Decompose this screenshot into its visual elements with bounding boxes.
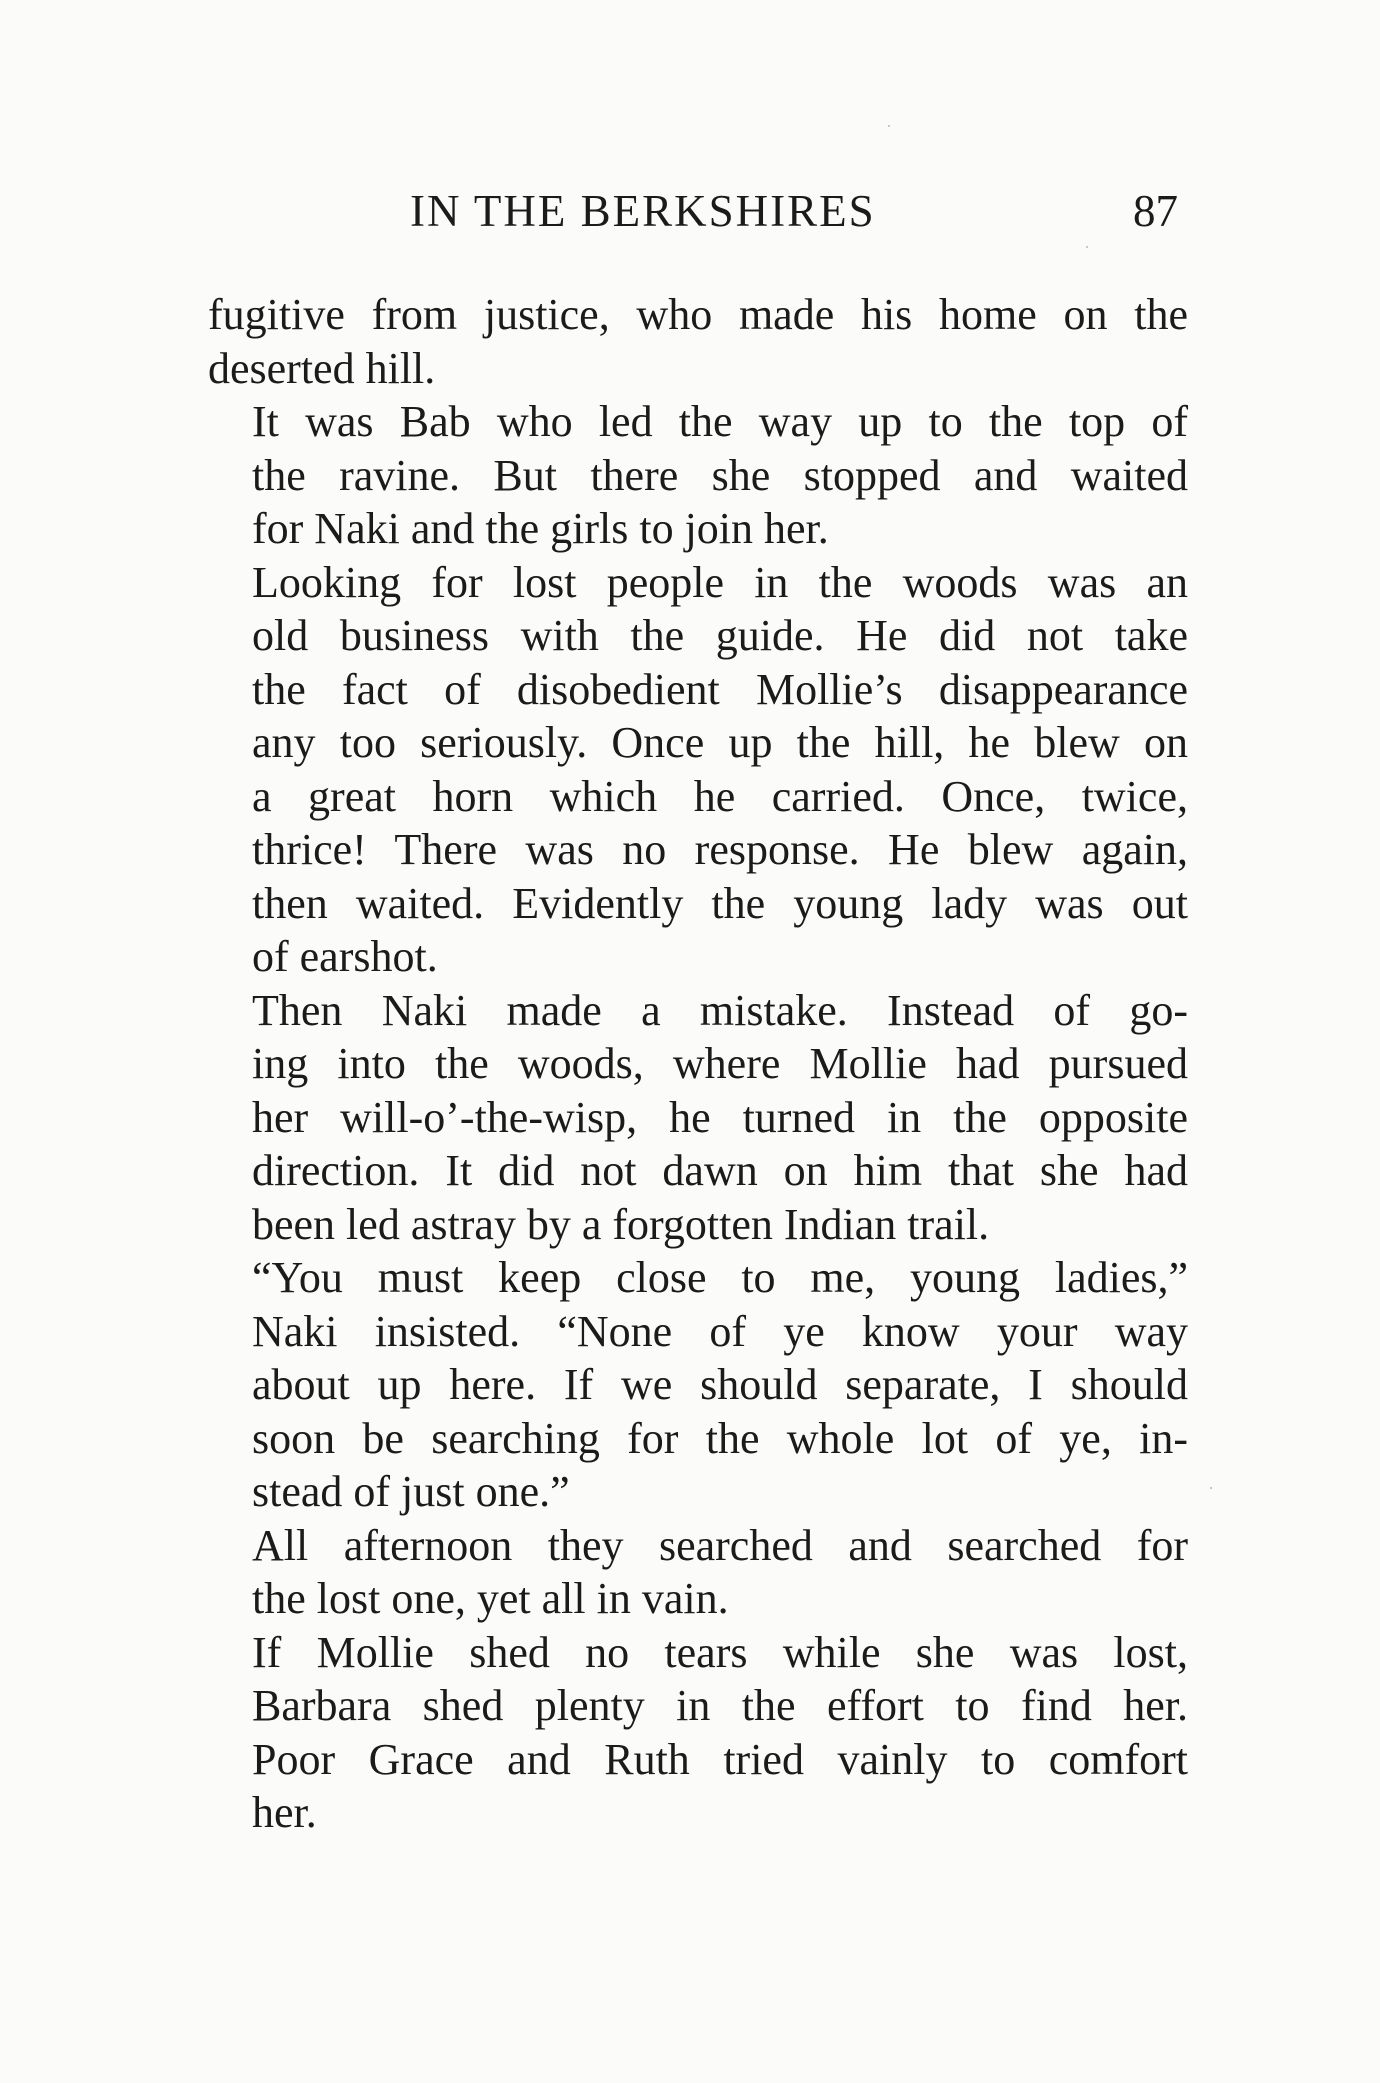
- body-text: [208, 288, 1188, 1840]
- paragraph: [208, 1626, 1188, 1840]
- text-line: ing into the woods, where Mollie had pursued: [252, 1039, 1188, 1088]
- text-line: fugitive from justice, who made his home on the: [208, 290, 1188, 339]
- text-line: All afternoon they searched and searched for: [252, 1520, 1188, 1570]
- paragraph: [208, 395, 1188, 556]
- paragraph: [208, 556, 1188, 984]
- text-line: Barbara shed plenty in the effort to find her.: [252, 1681, 1188, 1730]
- paper-speck: [888, 125, 890, 127]
- text-line: Then Naki made a mistake. Instead of go-: [252, 985, 1188, 1035]
- text-line: any too seriously. Once up the hill, he blew on: [252, 718, 1188, 767]
- text-line: thrice! There was no response. He blew again,: [252, 825, 1188, 874]
- paragraph: [208, 1251, 1188, 1519]
- text-line: old business with the guide. He did not take: [252, 611, 1188, 660]
- text-line: her will-o’-the-wisp, he turned in the opposite: [252, 1092, 1188, 1142]
- text-line: stead of just one.”: [252, 1467, 570, 1516]
- running-head: [0, 185, 1380, 245]
- text-line: of earshot.: [252, 932, 438, 981]
- text-line: the ravine. But there she stopped and waited: [252, 450, 1188, 500]
- text-line: been led astray by a forgotten Indian trail.: [252, 1199, 990, 1249]
- text-line: then waited. Evidently the young lady was out: [252, 878, 1188, 928]
- text-line: Poor Grace and Ruth tried vainly to comfort: [252, 1734, 1188, 1784]
- text-line: If Mollie shed no tears while she was lost,: [252, 1627, 1188, 1677]
- text-line: about up here. If we should separate, I should: [252, 1360, 1188, 1409]
- text-line: the lost one, yet all in vain.: [252, 1574, 729, 1623]
- page-number: 87: [1133, 186, 1178, 236]
- text-line: Naki insisted. “None of ye know your way: [252, 1306, 1188, 1356]
- text-line: her.: [252, 1788, 317, 1837]
- text-line: It was Bab who led the way up to the top of: [252, 397, 1188, 446]
- text-line: “You must keep close to me, young ladies,”: [252, 1253, 1188, 1302]
- paragraph: [208, 288, 1188, 395]
- text-line: for Naki and the girls to join her.: [252, 504, 829, 553]
- text-line: deserted hill.: [208, 343, 436, 393]
- paper-speck: [1086, 246, 1088, 248]
- running-title: IN THE BERKSHIRES: [410, 186, 876, 236]
- paragraph: [208, 984, 1188, 1252]
- text-line: a great horn which he carried. Once, twice,: [252, 771, 1188, 821]
- paragraph: [208, 1519, 1188, 1626]
- paper-speck: [1210, 1487, 1212, 1489]
- text-line: the fact of disobedient Mollie’s disappearance: [252, 664, 1188, 714]
- text-line: direction. It did not dawn on him that she had: [252, 1146, 1188, 1195]
- text-line: Looking for lost people in the woods was an: [252, 557, 1188, 607]
- text-line: soon be searching for the whole lot of ye, in-: [252, 1413, 1188, 1463]
